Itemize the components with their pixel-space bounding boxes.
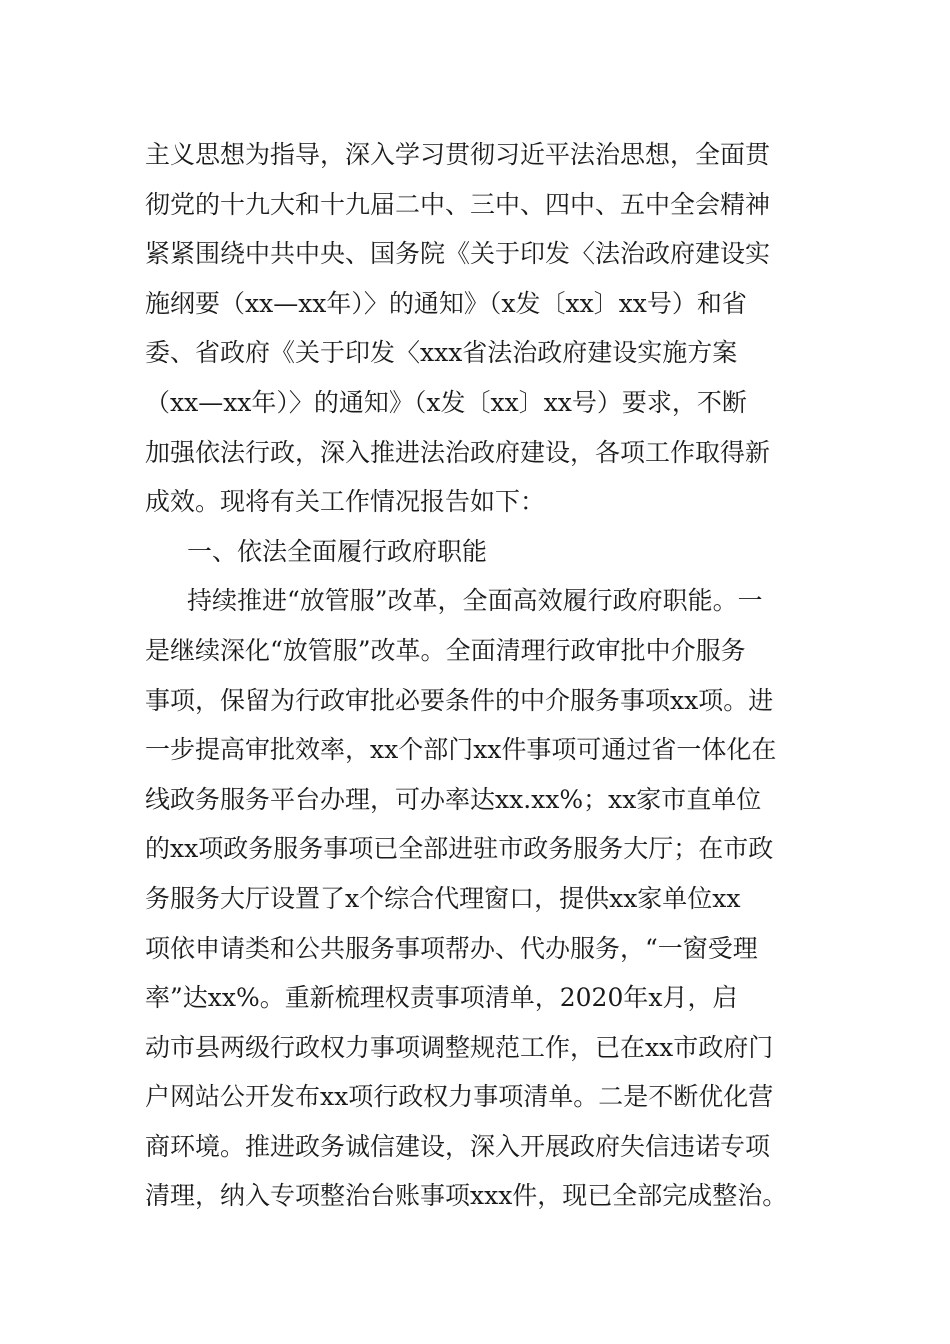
body-line: 的xx项政务服务事项已全部进驻市政务服务大厅；在市政 xyxy=(145,834,774,864)
body-line: 事项，保留为行政审批必要条件的中介服务事项xx项。进 xyxy=(145,685,774,715)
body-line: 成效。现将有关工作情况报告如下： xyxy=(145,487,546,517)
paragraph-first-line: 持续推进“放管服”改革，全面高效履行政府职能。一 xyxy=(187,586,763,616)
body-line: 清理，纳入专项整治台账事项xxx件，现已全部完成整治。 xyxy=(145,1181,788,1211)
body-line: 商环境。推进政务诚信建设，深入开展政府失信违诺专项 xyxy=(145,1131,771,1161)
body-line: 线政务服务平台办理，可办率达xx.xx%；xx家市直单位 xyxy=(145,784,762,814)
body-line: 施纲要（xx—xx年）〉的通知》（x发〔xx〕xx号）和省 xyxy=(145,288,747,318)
body-line: 一步提高审批效率，xx个部门xx件事项可通过省一体化在 xyxy=(145,735,777,765)
body-line: （xx—xx年）〉的通知》（x发〔xx〕xx号）要求，不断 xyxy=(145,387,747,417)
body-line: 务服务大厅设置了x个综合代理窗口，提供xx家单位xx xyxy=(145,883,741,913)
body-line: 户网站公开发布xx项行政权力事项清单。二是不断优化营 xyxy=(145,1082,774,1112)
body-line: 项依申请类和公共服务事项帮办、代办服务，“一窗受理 xyxy=(145,933,758,963)
body-line: 加强依法行政，深入推进法治政府建设，各项工作取得新 xyxy=(145,437,771,467)
body-line: 动市县两级行政权力事项调整规范工作，已在xx市政府门 xyxy=(145,1032,774,1062)
body-line: 彻党的十九大和十九届二中、三中、四中、五中全会精神 xyxy=(145,189,771,219)
body-line: 委、省政府《关于印发〈xxx省法治政府建设实施方案 xyxy=(145,338,738,368)
body-line: 主义思想为指导，深入学习贯彻习近平法治思想，全面贯 xyxy=(145,140,771,169)
section-heading: 一、依法全面履行政府职能 xyxy=(187,536,488,566)
body-line: 率”达xx%。重新梳理权责事项清单，2020年x月，启 xyxy=(145,983,738,1013)
document-body xyxy=(145,130,835,1221)
body-line: 是继续深化“放管服”改革。全面清理行政审批中介服务 xyxy=(145,635,746,665)
body-line: 紧紧围绕中共中央、国务院《关于印发〈法治政府建设实 xyxy=(145,239,771,269)
